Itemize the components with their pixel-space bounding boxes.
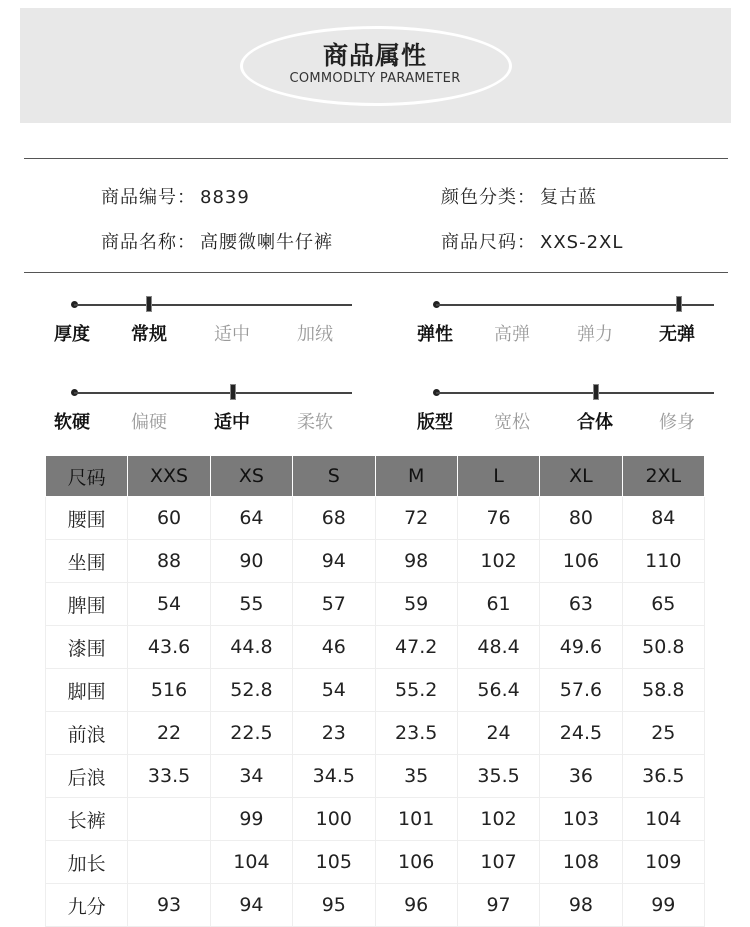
row-label-cell: 脾围 bbox=[46, 583, 128, 626]
elasticity-label: 弹性 bbox=[417, 324, 453, 345]
table-row bbox=[46, 841, 705, 884]
table-cell: 49.6 bbox=[540, 626, 622, 669]
row-label-cell: 后浪 bbox=[46, 755, 128, 798]
table-cell: 76 bbox=[457, 497, 539, 540]
table-cell: 43.6 bbox=[128, 626, 210, 669]
table-cell: 108 bbox=[540, 841, 622, 884]
table-cell: 58.8 bbox=[622, 669, 704, 712]
row-label-cell: 坐围 bbox=[46, 540, 128, 583]
color-category-value: 复古蓝 bbox=[540, 187, 597, 208]
table-cell: 48.4 bbox=[457, 626, 539, 669]
table-cell: 99 bbox=[622, 884, 704, 927]
table-cell: 36 bbox=[540, 755, 622, 798]
table-cell: 97 bbox=[457, 884, 539, 927]
table-cell: 34 bbox=[210, 755, 292, 798]
fit-option-regular: 合体 bbox=[577, 412, 613, 433]
table-cell: 104 bbox=[210, 841, 292, 884]
table-cell: 33.5 bbox=[128, 755, 210, 798]
table-cell: 61 bbox=[457, 583, 539, 626]
table-cell: 59 bbox=[375, 583, 457, 626]
table-cell: 34.5 bbox=[293, 755, 375, 798]
softness-option-medium: 适中 bbox=[214, 412, 250, 433]
table-cell: 101 bbox=[375, 798, 457, 841]
table-cell: 35 bbox=[375, 755, 457, 798]
table-cell: 65 bbox=[622, 583, 704, 626]
table-cell bbox=[128, 841, 210, 884]
table-cell: 80 bbox=[540, 497, 622, 540]
table-cell: 35.5 bbox=[457, 755, 539, 798]
table-cell: 36.5 bbox=[622, 755, 704, 798]
table-row bbox=[46, 497, 705, 540]
table-cell: 107 bbox=[457, 841, 539, 884]
table-row bbox=[46, 712, 705, 755]
product-name-label: 商品名称： bbox=[101, 232, 196, 253]
table-row bbox=[46, 540, 705, 583]
table-cell: 99 bbox=[210, 798, 292, 841]
table-cell: 23 bbox=[293, 712, 375, 755]
elasticity-slider-marker bbox=[676, 296, 682, 312]
product-size-label: 商品尺码： bbox=[441, 232, 536, 253]
table-cell: 23.5 bbox=[375, 712, 457, 755]
elasticity-option-none: 无弹 bbox=[659, 324, 695, 345]
table-cell: 25 bbox=[622, 712, 704, 755]
table-cell: 109 bbox=[622, 841, 704, 884]
elasticity-option-stretch: 弹力 bbox=[577, 324, 613, 345]
thickness-label: 厚度 bbox=[54, 324, 90, 345]
table-cell: 516 bbox=[128, 669, 210, 712]
table-cell: 106 bbox=[540, 540, 622, 583]
table-cell: 84 bbox=[622, 497, 704, 540]
product-code-label: 商品编号： bbox=[101, 187, 196, 208]
page-subtitle: COMMODLTY PARAMETER bbox=[289, 71, 461, 86]
header-cell: XL bbox=[540, 456, 622, 497]
thickness-slider-marker bbox=[146, 296, 152, 312]
product-name-value: 高腰微喇牛仔裤 bbox=[200, 232, 333, 253]
table-cell: 50.8 bbox=[622, 626, 704, 669]
table-cell: 90 bbox=[210, 540, 292, 583]
table-cell: 60 bbox=[128, 497, 210, 540]
thickness-option-medium: 适中 bbox=[214, 324, 250, 345]
product-code-value: 8839 bbox=[200, 187, 250, 208]
row-label-cell: 长裤 bbox=[46, 798, 128, 841]
table-cell: 88 bbox=[128, 540, 210, 583]
divider-middle bbox=[24, 272, 728, 273]
table-cell: 57 bbox=[293, 583, 375, 626]
table-cell: 106 bbox=[375, 841, 457, 884]
table-cell: 98 bbox=[540, 884, 622, 927]
table-cell: 63 bbox=[540, 583, 622, 626]
table-cell: 24.5 bbox=[540, 712, 622, 755]
table-cell: 110 bbox=[622, 540, 704, 583]
table-cell: 64 bbox=[210, 497, 292, 540]
table-row bbox=[46, 798, 705, 841]
table-cell: 54 bbox=[128, 583, 210, 626]
fit-slider-marker bbox=[593, 384, 599, 400]
header-cell: 尺码 bbox=[46, 456, 128, 497]
table-cell: 68 bbox=[293, 497, 375, 540]
row-label-cell: 脚围 bbox=[46, 669, 128, 712]
color-category bbox=[441, 183, 597, 209]
thickness-option-fleece: 加绒 bbox=[297, 324, 333, 345]
header-cell: XXS bbox=[128, 456, 210, 497]
size-table-header-row bbox=[46, 456, 705, 497]
softness-label: 软硬 bbox=[54, 412, 90, 433]
product-size-value: XXS-2XL bbox=[540, 232, 624, 253]
softness-slider-track bbox=[74, 392, 352, 394]
table-cell: 56.4 bbox=[457, 669, 539, 712]
table-cell: 94 bbox=[293, 540, 375, 583]
fit-slider-track bbox=[436, 392, 714, 394]
fit-option-slim: 修身 bbox=[659, 412, 695, 433]
product-code bbox=[101, 183, 250, 209]
table-cell: 72 bbox=[375, 497, 457, 540]
table-cell: 103 bbox=[540, 798, 622, 841]
row-label-cell: 前浪 bbox=[46, 712, 128, 755]
table-cell: 94 bbox=[210, 884, 292, 927]
table-row bbox=[46, 583, 705, 626]
header-cell: XS bbox=[210, 456, 292, 497]
thickness-slider-track bbox=[74, 304, 352, 306]
size-table-body bbox=[46, 497, 705, 927]
elasticity-slider-track bbox=[436, 304, 714, 306]
table-row bbox=[46, 669, 705, 712]
table-cell: 55 bbox=[210, 583, 292, 626]
softness-option-stiff: 偏硬 bbox=[131, 412, 167, 433]
table-cell: 55.2 bbox=[375, 669, 457, 712]
table-cell: 24 bbox=[457, 712, 539, 755]
header-cell: 2XL bbox=[622, 456, 704, 497]
table-row bbox=[46, 884, 705, 927]
table-cell: 52.8 bbox=[210, 669, 292, 712]
table-cell: 102 bbox=[457, 540, 539, 583]
page-title: 商品属性 bbox=[322, 41, 427, 70]
table-row bbox=[46, 755, 705, 798]
table-cell: 44.8 bbox=[210, 626, 292, 669]
row-label-cell: 腰围 bbox=[46, 497, 128, 540]
header-cell: L bbox=[457, 456, 539, 497]
table-cell: 95 bbox=[293, 884, 375, 927]
table-cell: 46 bbox=[293, 626, 375, 669]
row-label-cell: 漆围 bbox=[46, 626, 128, 669]
product-size bbox=[441, 228, 623, 254]
softness-option-soft: 柔软 bbox=[297, 412, 333, 433]
table-cell: 22.5 bbox=[210, 712, 292, 755]
table-cell: 102 bbox=[457, 798, 539, 841]
header-cell: S bbox=[293, 456, 375, 497]
table-row bbox=[46, 626, 705, 669]
thickness-option-regular: 常规 bbox=[131, 324, 167, 345]
elasticity-option-high: 高弹 bbox=[494, 324, 530, 345]
divider-top bbox=[24, 158, 728, 159]
table-cell: 57.6 bbox=[540, 669, 622, 712]
color-category-label: 颜色分类： bbox=[441, 187, 536, 208]
table-cell: 104 bbox=[622, 798, 704, 841]
row-label-cell: 加长 bbox=[46, 841, 128, 884]
table-cell: 47.2 bbox=[375, 626, 457, 669]
table-cell: 98 bbox=[375, 540, 457, 583]
table-cell: 93 bbox=[128, 884, 210, 927]
table-cell: 22 bbox=[128, 712, 210, 755]
product-name bbox=[101, 228, 333, 254]
row-label-cell: 九分 bbox=[46, 884, 128, 927]
fit-label: 版型 bbox=[417, 412, 453, 433]
table-cell bbox=[128, 798, 210, 841]
table-cell: 96 bbox=[375, 884, 457, 927]
table-cell: 100 bbox=[293, 798, 375, 841]
header-cell: M bbox=[375, 456, 457, 497]
table-cell: 54 bbox=[293, 669, 375, 712]
table-cell: 105 bbox=[293, 841, 375, 884]
size-table bbox=[45, 455, 705, 927]
fit-option-loose: 宽松 bbox=[494, 412, 530, 433]
softness-slider-marker bbox=[230, 384, 236, 400]
